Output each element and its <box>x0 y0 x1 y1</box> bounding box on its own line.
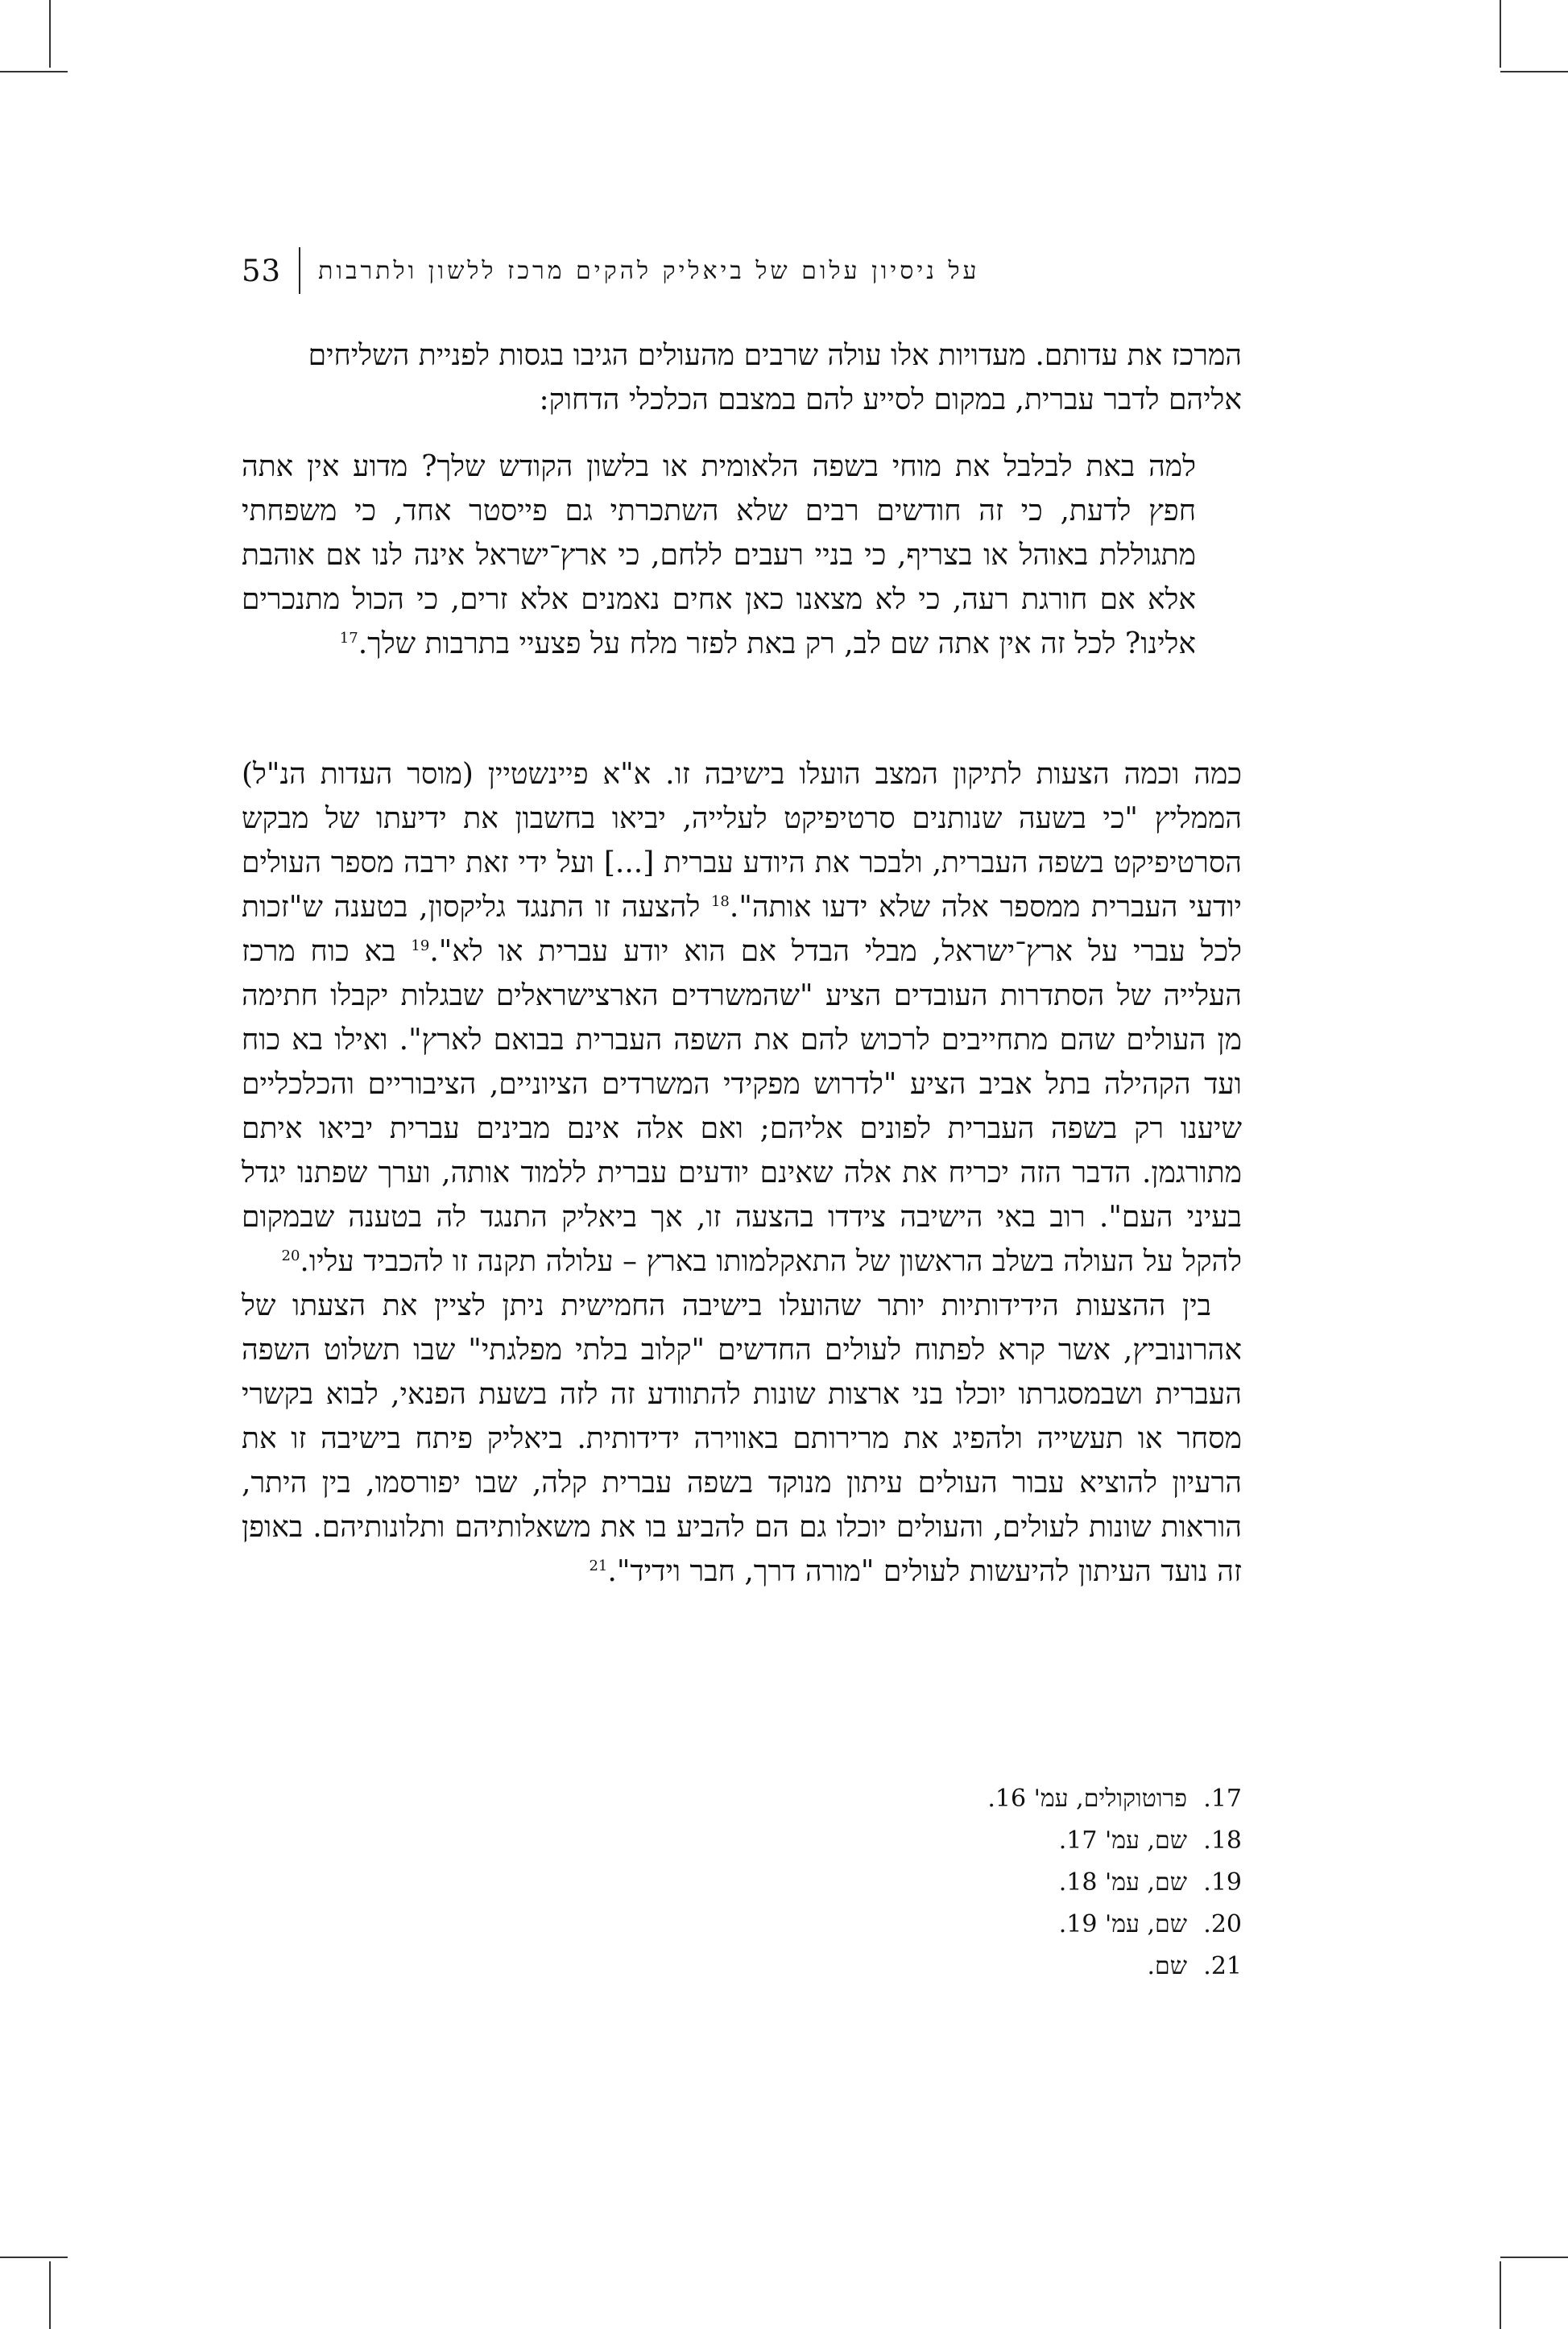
crop-mark <box>0 71 68 72</box>
footnote-number: 17. <box>1203 1785 1242 1813</box>
body-text-segment: להצעה זו התנגד גליקסון, בטענה ש"זכות לכל עברי על ארץ־ישראל, מבלי הבדל אם הוא יודע עברית או לא". <box>242 891 1243 968</box>
crop-mark <box>1500 2257 1568 2258</box>
quote-text: למה באת לבלבל את מוחי בשפה הלאומית או בלשון הקודש שלך? מדוע אין אתה חפץ לדעת, כי זה חודשים רבים שלא השתכרתי גם פייסטר אחד, כי משפחתי מתגוללת באוהל או בצריף, כי בניי רעבים ללחם, כי ארץ־ישראל אינה לנו אם אוהבת אלא אם חורגת רעה, כי לא מצאנו כאן אחים נאמנים אלא זרים, כי הכול מתנכרים אלינו? לכל זה אין אתה שם לב, רק באת לפזר מלח על פצעיי בתרבות שלך. <box>242 450 1197 660</box>
block-quote <box>242 445 1196 666</box>
body-text-segment: כמה וכמה הצעות לתיקון המצב הועלו בישיבה זו. א"א פיינשטיין (מוסר העדות הנ"ל) הממליץ "כי בשעה שנותנים סרטיפיקט לעלייה, יביאו בחשבון את ידיעתו של מבקש הסרטיפיקט בשפה העברית, ולבכר את היודע עברית [...] ועל ידי זאת ירבה מספר העולים יודעי העברית ממספר אלה שלא ידעו אותה". <box>242 758 1242 924</box>
body-paragraph <box>242 752 1242 1284</box>
footnote-text: שם, עמ' 19. <box>1058 1910 1187 1938</box>
footnote <box>886 1904 1242 1946</box>
crop-mark <box>1500 71 1568 72</box>
intro-paragraph <box>242 333 1242 422</box>
footnote <box>886 1862 1242 1904</box>
page-header <box>242 245 1050 296</box>
footnote-number: 20. <box>1203 1910 1242 1938</box>
footnote <box>886 1946 1242 1988</box>
footnote-ref: 20 <box>281 1247 300 1264</box>
footnote-number: 18. <box>1203 1826 1242 1855</box>
footnote-number: 21. <box>1203 1952 1242 1980</box>
quote-paragraph <box>242 445 1196 666</box>
footnotes <box>886 1778 1242 1988</box>
footnote-ref: 18 <box>710 893 730 910</box>
footnote-number: 19. <box>1203 1868 1242 1897</box>
running-title: על ניסיון עלום של ביאליק להקים מרכז ללשון ולתרבות <box>318 256 980 285</box>
footnote-ref: 17 <box>339 630 358 647</box>
footnote-text: פרוטוקולים, עמ' 16. <box>987 1785 1187 1813</box>
footnote <box>886 1778 1242 1820</box>
header-divider <box>299 247 300 294</box>
body-text-segment: בא כוח מרכז העלייה של הסתדרות העובדים הציע "שהמשרדים הארצישראלים שבגלות יקבלו חתימה מן העולים שהם מתחייבים לרכוש להם את השפה העברית בבואם לארץ". ואילו בא כוח ועד הקהילה בתל אביב הציע "לדרוש מפקידי המשרדים הציוניים, הציבוריים והכלכליים שיענו רק בשפה העברית לפונים אליהם; ואם אלה אינם מבינים עברית יביאו איתם מתורגמן. הדבר הזה יכריח את אלה שאינם יודעים עברית ללמוד אותה, וערך שפתנו יגדל בעיני העם". רוב באי הישיבה צידדו בהצעה זו, אך ביאליק התנגד לה בטענה שבמקום להקל על העולה בשלב הראשון של התאקלמותו בארץ – עלולה תקנה זו להכביד עליו. <box>242 935 1242 1278</box>
page-number: 53 <box>242 253 282 288</box>
footnote-text: שם, עמ' 18. <box>1058 1868 1187 1897</box>
body-text-segment: בין ההצעות הידידותיות יותר שהועלו בישיבה החמישית ניתן לציין את הצעתו של אהרונוביץ, אשר קרא לפתוח לעולים החדשים "קלוב בלתי מפלגתי" שבו תשלוט השפה העברית ושבמסגרתו יוכלו בני ארצות שונות להתוודע זה לזה בשעת הפנאי, לבוא בקשרי מסחר או תעשייה ולהפיג את מרירותם באווירה ידידותית. ביאליק פיתח בישיבה זו את הרעיון להוציא עבור העולים עיתון מנוקד בשפה עברית קלה, שבו יפורסמו, בין היתר, הוראות שונות לעולים, והעולים יוכלו גם הם להביע בו את משאלותיהם ותלונותיהם. באופן זה נועד העיתון להיעשות לעולים "מורה דרך, חבר וידיד". <box>242 1289 1242 1588</box>
body-paragraph <box>242 1284 1242 1594</box>
intro-line: אליהם לדבר עברית, במקום לסייע להם במצבם הכלכלי הדחוק: <box>539 383 1242 416</box>
footnote-text: שם. <box>1147 1952 1187 1980</box>
crop-mark <box>0 2257 68 2258</box>
intro-line: המרכז את עדותם. מעדויות אלו עולה שרבים מהעולים הגיבו בגסות לפניית השליחים <box>308 339 1242 372</box>
crop-mark <box>49 2261 51 2329</box>
footnote <box>886 1820 1242 1862</box>
body-text <box>242 752 1242 1594</box>
crop-mark <box>1500 2261 1501 2329</box>
crop-mark <box>49 0 51 68</box>
crop-mark <box>1500 0 1501 68</box>
footnote-ref: 21 <box>589 1557 608 1574</box>
footnote-ref: 19 <box>411 937 430 954</box>
footnote-text: שם, עמ' 17. <box>1058 1826 1187 1855</box>
